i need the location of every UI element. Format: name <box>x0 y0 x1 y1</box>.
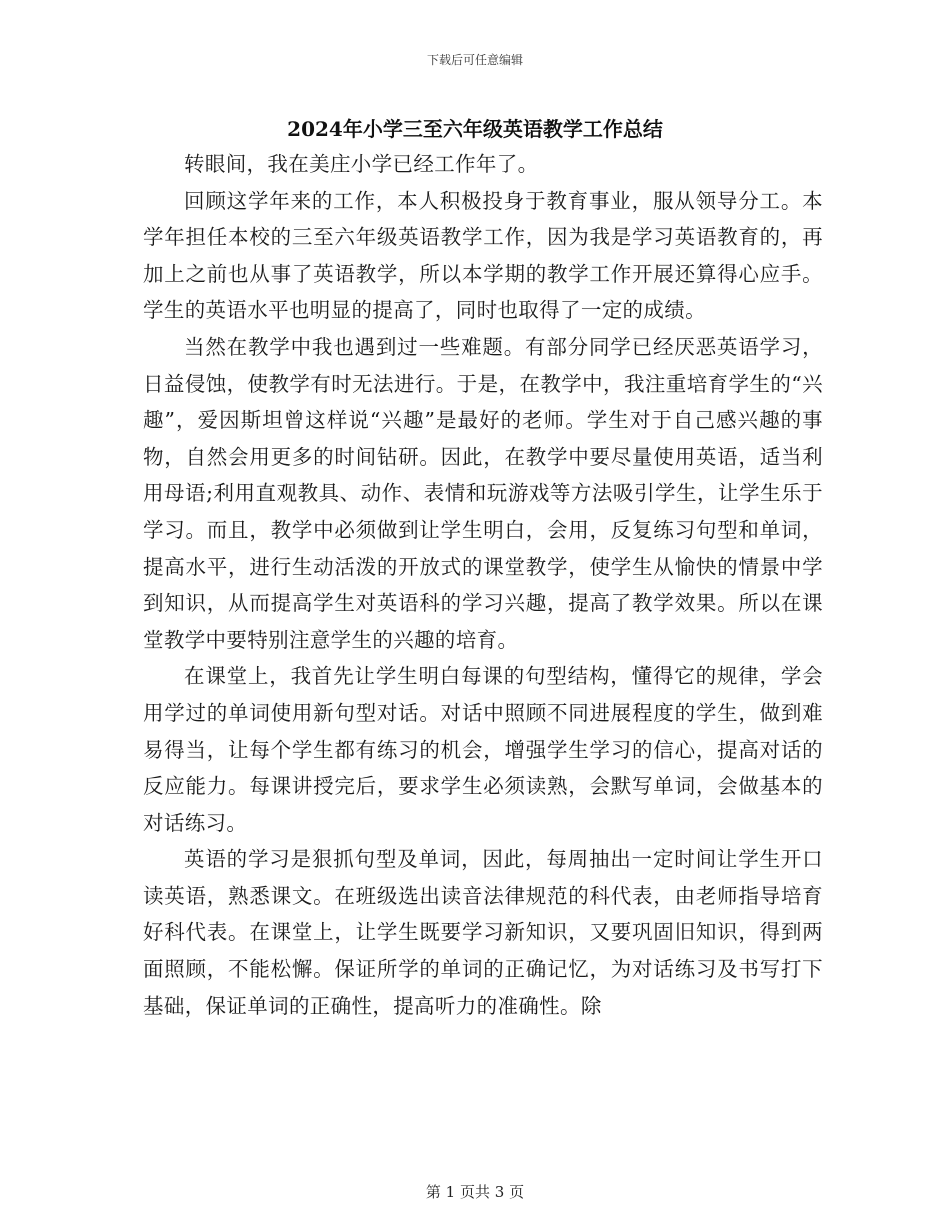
paragraph-1: 转眼间，我在美庄小学已经工作年了。 <box>184 152 539 176</box>
document-body <box>143 146 823 1024</box>
paragraph-4: 在课堂上，我首先让学生明白每课的句型结构，懂得它的规律，学会用学过的单词使用新句型对话。对话中照顾不同进展程度的学生，做到难易得当，让每个学生都有练习的机会，增强学生学习的信心，提高对话的反应能力。每课讲授完后，要求学生必须读熟，会默写单词，会做基本的对话练习。 <box>143 664 823 835</box>
paragraph-3: 当然在教学中我也遇到过一些难题。有部分同学已经厌恶英语学习，日益侵蚀，使教学有时无法进行。于是，在教学中，我注重培育学生的“兴趣”，爱因斯坦曾这样说“兴趣”是最好的老师。学生对于自己感兴趣的事物，自然会用更多的时间钻研。因此，在教学中要尽量使用英语，适当利用母语;利用直观教具、动作、表情和玩游戏等方法吸引学生，让学生乐于学习。而且，教学中必须做到让学生明白，会用，反复练习句型和单词，提高水平，进行生动活泼的开放式的课堂教学，使学生从愉快的情景中学到知识，从而提高学生对英语科的学习兴趣，提高了教学效果。所以在课堂教学中要特别注意学生的兴趣的培育。 <box>143 334 823 652</box>
document-title: 2024年小学三至六年级英语教学工作总结 <box>287 117 663 141</box>
paragraph-2: 回顾这学年来的工作，本人积极投身于教育事业，服从领导分工。本学年担任本校的三至六年级英语教学工作，因为我是学习英语教育的，再加上之前也从事了英语教学，所以本学期的教学工作开展还算得心应手。学生的英语水平也明显的提高了，同时也取得了一定的成绩。 <box>143 188 823 323</box>
paragraph-5: 英语的学习是狠抓句型及单词，因此，每周抽出一定时间让学生开口读英语，熟悉课文。在班级选出读音法律规范的科代表，由老师指导培育好科代表。在课堂上，让学生既要学习新知识，又要巩固旧知识，得到两面照顾，不能松懈。保证所学的单词的正确记忆，为对话练习及书写打下基础，保证单词的正确性，提高听力的准确性。除 <box>143 847 823 1018</box>
page-footer: 第 1 页共 3 页 <box>425 1183 525 1201</box>
page-header: 下载后可任意编辑 <box>426 53 523 67</box>
